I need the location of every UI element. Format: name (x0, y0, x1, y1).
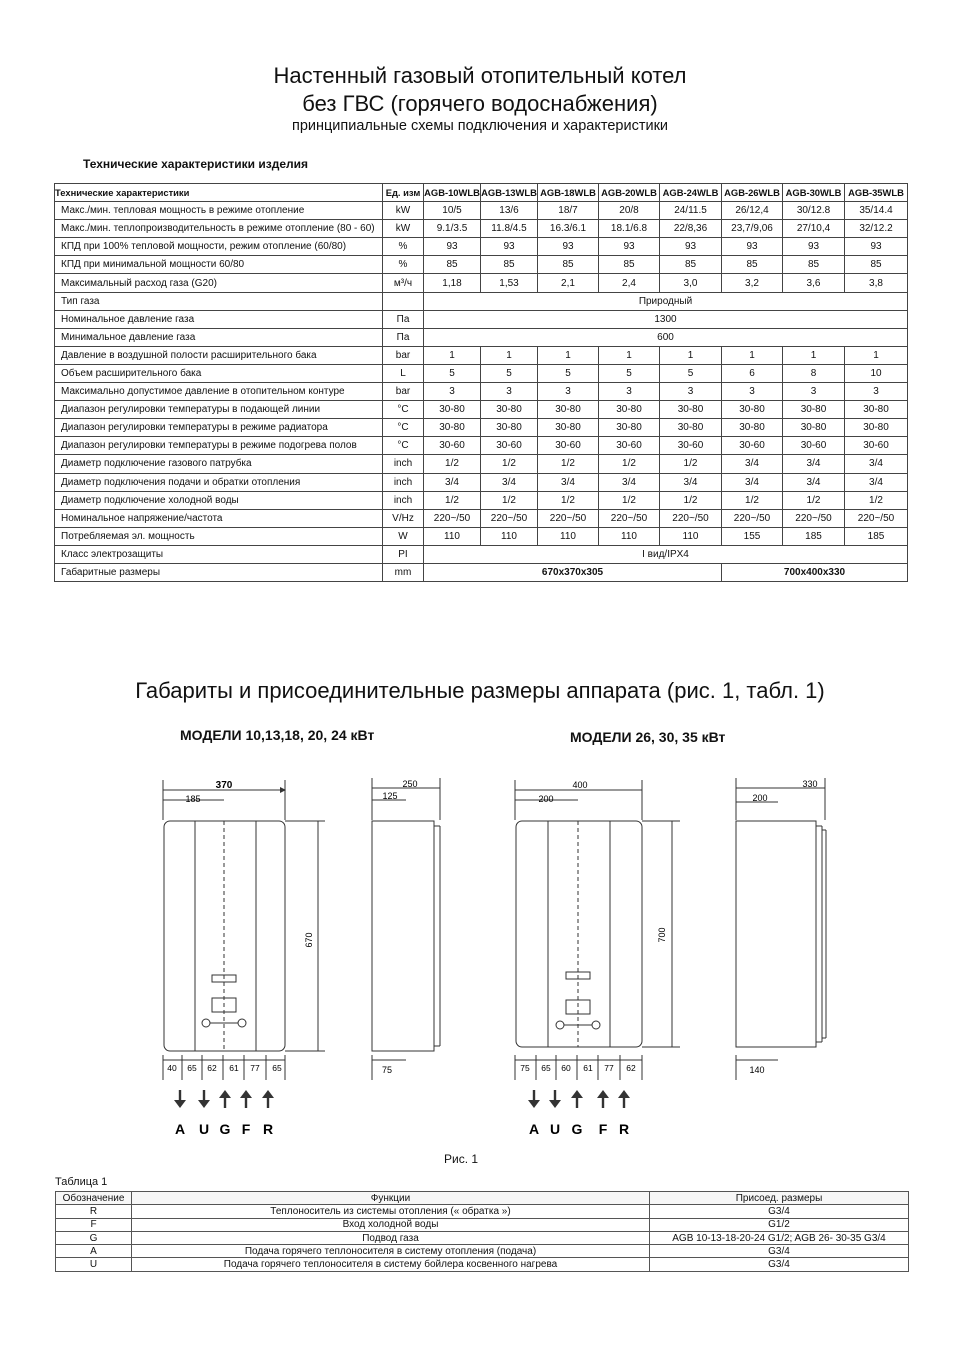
table-row (55, 274, 908, 292)
spec-name: Максимальный расход газа (G20) (55, 274, 383, 292)
spec-name: Тип газа (55, 292, 383, 310)
spec-value: 30-80 (660, 401, 722, 419)
table-row (56, 1205, 909, 1218)
spec-value: 30-80 (599, 419, 660, 437)
header-model: AGB-13WLB (481, 184, 538, 202)
table-row (55, 238, 908, 256)
spec-value: 3/4 (481, 473, 538, 491)
spec-value: 185 (783, 527, 845, 545)
spec-value: 3 (599, 383, 660, 401)
spec-name: Макс./мин. тепловая мощность в режиме отопление (55, 202, 383, 220)
svg-text:U: U (198, 1121, 210, 1137)
spec-value: 30-80 (424, 401, 481, 419)
svg-text:F: F (598, 1121, 608, 1137)
spec-unit: kW (383, 220, 424, 238)
right-side-depth: 330 (802, 779, 818, 789)
spec-merged-value: 1300 (424, 310, 908, 328)
function-cell: Подача горячего теплоносителя в систему бойлера косвенного нагрева (132, 1258, 650, 1271)
table-row (55, 437, 908, 455)
spec-value: 1 (599, 346, 660, 364)
spec-value: 155 (722, 527, 783, 545)
spec-value: 3 (660, 383, 722, 401)
spec-value: 6 (722, 364, 783, 382)
table-row (55, 455, 908, 473)
spec-unit: V/Hz (383, 509, 424, 527)
spec-value: 3,2 (722, 274, 783, 292)
svg-text:75: 75 (520, 1063, 530, 1073)
table-row (56, 1231, 909, 1244)
spec-value: 1 (783, 346, 845, 364)
designation-cell: A (56, 1245, 132, 1258)
spec-value: 5 (424, 364, 481, 382)
spec-value: 220~/50 (660, 509, 722, 527)
spec-value: 3/4 (722, 473, 783, 491)
table-row (56, 1245, 909, 1258)
spec-value: 30-80 (538, 401, 599, 419)
spec-value: 3 (722, 383, 783, 401)
svg-text:77: 77 (250, 1063, 260, 1073)
function-cell: Вход холодной воды (132, 1218, 650, 1231)
spec-value: 30/12.8 (783, 202, 845, 220)
spec-value: 93 (783, 238, 845, 256)
spec-name: Диапазон регулировки температуры в режиме радиатора (55, 419, 383, 437)
document-title: Настенный газовый отопительный котел (273, 63, 687, 88)
left-side-half: 125 (382, 791, 398, 801)
models-left-label: МОДЕЛИ 10,13,18, 20, 24 кВт (180, 727, 375, 743)
table-row (55, 310, 908, 328)
spec-value: 220~/50 (783, 509, 845, 527)
header-functions: Функции (132, 1192, 650, 1205)
spec-value: 1 (845, 346, 908, 364)
spec-value: 2,1 (538, 274, 599, 292)
spec-value: 1/2 (599, 455, 660, 473)
spec-value: 5 (481, 364, 538, 382)
spec-value: 85 (424, 256, 481, 274)
size-cell: G3/4 (650, 1245, 909, 1258)
spec-merged-value: I вид/IPX4 (424, 545, 908, 563)
left-front-view (163, 780, 325, 1080)
spec-value: 1 (481, 346, 538, 364)
table-row (55, 292, 908, 310)
spec-value: 3/4 (722, 455, 783, 473)
designation-cell: F (56, 1218, 132, 1231)
spec-value: 220~/50 (599, 509, 660, 527)
spec-value: 3/4 (845, 473, 908, 491)
spec-value: 3 (538, 383, 599, 401)
left-side-offset: 75 (381, 1065, 393, 1075)
spec-value: 1/2 (538, 455, 599, 473)
spec-unit: м³/ч (383, 274, 424, 292)
spec-unit: °C (383, 437, 424, 455)
svg-text:62: 62 (626, 1063, 636, 1073)
spec-unit: °C (383, 419, 424, 437)
left-arrows (174, 1090, 274, 1108)
spec-value: 110 (424, 527, 481, 545)
table-row (55, 328, 908, 346)
spec-heading: Технические характеристики изделия (83, 157, 308, 171)
spec-value: 1/2 (599, 491, 660, 509)
svg-text:62: 62 (207, 1063, 217, 1073)
size-cell: G3/4 (650, 1258, 909, 1271)
spec-name: Диаметр подключение холодной воды (55, 491, 383, 509)
spec-value: 30-60 (783, 437, 845, 455)
spec-header-row (55, 184, 908, 202)
right-front-half: 200 (538, 794, 554, 804)
spec-unit: mm (383, 563, 424, 581)
spec-unit: Па (383, 328, 424, 346)
right-arrows (528, 1090, 630, 1108)
table-row (55, 364, 908, 382)
spec-name: КПД при 100% тепловой мощности, режим отопление (60/80) (55, 238, 383, 256)
spec-unit: bar (383, 346, 424, 364)
spec-value: 85 (660, 256, 722, 274)
spec-value: 3 (783, 383, 845, 401)
spec-value: 2,4 (599, 274, 660, 292)
spec-value: 30-80 (783, 401, 845, 419)
spec-value: 5 (538, 364, 599, 382)
document-subtitle: без ГВС (горячего водоснабжения) (302, 91, 658, 116)
spec-value: 110 (660, 527, 722, 545)
spec-value: 220~/50 (424, 509, 481, 527)
spec-unit: inch (383, 455, 424, 473)
header-model: AGB-30WLB (783, 184, 845, 202)
spec-value: 1 (538, 346, 599, 364)
spec-value: 35/14.4 (845, 202, 908, 220)
spec-value: 1/2 (538, 491, 599, 509)
spec-unit: % (383, 238, 424, 256)
spec-value: 1/2 (722, 491, 783, 509)
spec-value: 30-80 (845, 401, 908, 419)
spec-value: 30-80 (722, 401, 783, 419)
spec-value: 3,8 (845, 274, 908, 292)
spec-value: 1,53 (481, 274, 538, 292)
spec-value: 30-80 (599, 401, 660, 419)
svg-text:F: F (241, 1121, 251, 1137)
spec-value: 30-60 (481, 437, 538, 455)
connection-table (55, 1191, 909, 1272)
table-row (55, 220, 908, 238)
size-large: 700x400x330 (722, 563, 908, 581)
table-row (55, 419, 908, 437)
right-side-half: 200 (752, 793, 768, 803)
spec-name: Давление в воздушной полости расширительного бака (55, 346, 383, 364)
spec-value: 93 (845, 238, 908, 256)
svg-text:61: 61 (229, 1063, 239, 1073)
spec-value: 10 (845, 364, 908, 382)
svg-text:R: R (618, 1121, 630, 1137)
left-side-depth: 250 (402, 779, 418, 789)
spec-value: 3/4 (538, 473, 599, 491)
spec-unit: inch (383, 491, 424, 509)
table-row (55, 202, 908, 220)
left-front-height: 670 (304, 932, 314, 948)
svg-text:R: R (262, 1121, 274, 1137)
spec-value: 3/4 (783, 455, 845, 473)
figure-caption: Рис. 1 (444, 1152, 479, 1166)
svg-text:G: G (571, 1121, 583, 1137)
right-front-offsets (520, 1063, 636, 1073)
svg-text:60: 60 (561, 1063, 571, 1073)
spec-value: 1/2 (660, 491, 722, 509)
spec-value: 1 (722, 346, 783, 364)
spec-value: 93 (481, 238, 538, 256)
spec-name: Класс электрозащиты (55, 545, 383, 563)
spec-value: 220~/50 (538, 509, 599, 527)
spec-value: 30-60 (722, 437, 783, 455)
spec-value: 20/8 (599, 202, 660, 220)
table-row (56, 1218, 909, 1231)
right-front-height: 700 (657, 927, 667, 943)
spec-name: Диапазон регулировки температуры в режиме подогрева полов (55, 437, 383, 455)
spec-value: 3,0 (660, 274, 722, 292)
spec-value: 24/11.5 (660, 202, 722, 220)
spec-unit: PI (383, 545, 424, 563)
table-row (56, 1258, 909, 1271)
spec-unit: W (383, 527, 424, 545)
spec-value: 1 (660, 346, 722, 364)
spec-value: 3 (481, 383, 538, 401)
spec-value: 8 (783, 364, 845, 382)
spec-value: 93 (722, 238, 783, 256)
spec-name: Потребляемая эл. мощность (55, 527, 383, 545)
table1-caption: Таблица 1 (55, 1176, 108, 1188)
spec-value: 18.1/6.8 (599, 220, 660, 238)
spec-value: 85 (722, 256, 783, 274)
svg-text:40: 40 (167, 1063, 177, 1073)
header-model: AGB-18WLB (538, 184, 599, 202)
spec-unit: % (383, 256, 424, 274)
table-row (55, 491, 908, 509)
spec-value: 30-80 (481, 419, 538, 437)
header-name: Технические характеристики (55, 184, 383, 202)
spec-value: 1/2 (783, 491, 845, 509)
left-connection-letters (175, 1121, 273, 1137)
left-front-half: 185 (185, 794, 201, 804)
spec-value: 30-80 (660, 419, 722, 437)
svg-text:77: 77 (604, 1063, 614, 1073)
spec-value: 3/4 (599, 473, 660, 491)
svg-text:61: 61 (583, 1063, 593, 1073)
spec-unit: inch (383, 473, 424, 491)
spec-value: 93 (538, 238, 599, 256)
function-cell: Подвод газа (132, 1231, 650, 1244)
spec-unit: bar (383, 383, 424, 401)
spec-value: 30-80 (783, 419, 845, 437)
table-row (55, 473, 908, 491)
function-cell: Теплоноситель из системы отопления (« обратка ») (132, 1205, 650, 1218)
spec-unit: L (383, 364, 424, 382)
right-side-offset: 140 (749, 1065, 765, 1075)
spec-table-body (55, 184, 908, 582)
header-model: AGB-10WLB (424, 184, 481, 202)
spec-value: 85 (845, 256, 908, 274)
svg-text:65: 65 (541, 1063, 551, 1073)
spec-merged-value: 600 (424, 328, 908, 346)
spec-value: 30-80 (481, 401, 538, 419)
size-cell: AGB 10-13-18-20-24 G1/2; AGB 26- 30-35 G3/4 (650, 1231, 909, 1244)
table-row (55, 527, 908, 545)
dimension-drawing (150, 760, 850, 1145)
spec-value: 3,6 (783, 274, 845, 292)
header-model: AGB-26WLB (722, 184, 783, 202)
designation-cell: G (56, 1231, 132, 1244)
spec-value: 1,18 (424, 274, 481, 292)
spec-value: 30-80 (845, 419, 908, 437)
spec-value: 85 (599, 256, 660, 274)
spec-name: Диаметр подключение газового патрубка (55, 455, 383, 473)
size-cell: G3/4 (650, 1205, 909, 1218)
svg-text:U: U (549, 1121, 561, 1137)
spec-value: 30-80 (722, 419, 783, 437)
spec-name: Минимальное давление газа (55, 328, 383, 346)
spec-value: 30-60 (538, 437, 599, 455)
spec-unit: kW (383, 202, 424, 220)
header-sizes: Присоед. размеры (650, 1192, 909, 1205)
spec-value: 23,7/9,06 (722, 220, 783, 238)
table-row (55, 563, 908, 581)
spec-value: 16.3/6.1 (538, 220, 599, 238)
header-model: AGB-20WLB (599, 184, 660, 202)
svg-text:65: 65 (187, 1063, 197, 1073)
spec-value: 3/4 (660, 473, 722, 491)
spec-value: 30-60 (660, 437, 722, 455)
section-title: Габариты и присоединительные размеры аппарата (рис. 1, табл. 1) (135, 678, 825, 703)
svg-text:G: G (219, 1121, 231, 1137)
designation-cell: R (56, 1205, 132, 1218)
spec-value: 1/2 (660, 455, 722, 473)
left-front-width: 370 (215, 780, 233, 791)
header-model: AGB-24WLB (660, 184, 722, 202)
svg-text:A: A (174, 1121, 186, 1137)
spec-value: 13/6 (481, 202, 538, 220)
right-front-width: 400 (572, 780, 588, 790)
spec-name: Номинальное давление газа (55, 310, 383, 328)
spec-value: 1 (424, 346, 481, 364)
spec-value: 10/5 (424, 202, 481, 220)
spec-value: 30-60 (599, 437, 660, 455)
spec-value: 9.1/3.5 (424, 220, 481, 238)
right-side-view (736, 778, 826, 1080)
spec-value: 3 (424, 383, 481, 401)
spec-value: 11.8/4.5 (481, 220, 538, 238)
right-connection-letters (529, 1121, 629, 1137)
spec-value: 3/4 (783, 473, 845, 491)
document-description: принципиальные схемы подключения и характеристики (291, 118, 669, 134)
table-row (55, 509, 908, 527)
header-unit: Ед. изм (383, 184, 424, 202)
spec-value: 30-60 (845, 437, 908, 455)
function-cell: Подача горячего теплоносителя в систему отопления (подача) (132, 1245, 650, 1258)
spec-name: Макс./мин. теплопроизводительность в режиме отопление (80 - 60) (55, 220, 383, 238)
spec-name: Объем расширительного бака (55, 364, 383, 382)
spec-value: 1/2 (481, 455, 538, 473)
spec-value: 85 (538, 256, 599, 274)
spec-value: 3 (845, 383, 908, 401)
spec-value: 1/2 (845, 491, 908, 509)
spec-merged-value: Природный (424, 292, 908, 310)
spec-value: 185 (845, 527, 908, 545)
right-front-view (515, 780, 680, 1080)
header-model: AGB-35WLB (845, 184, 908, 202)
spec-name: Номинальное напряжение/частота (55, 509, 383, 527)
spec-value: 30-60 (424, 437, 481, 455)
spec-unit: Па (383, 310, 424, 328)
table-row (55, 401, 908, 419)
spec-value: 5 (660, 364, 722, 382)
designation-cell: U (56, 1258, 132, 1271)
table-row (55, 256, 908, 274)
spec-value: 220~/50 (722, 509, 783, 527)
spec-value: 30-80 (538, 419, 599, 437)
spec-value: 18/7 (538, 202, 599, 220)
spec-table (54, 183, 908, 582)
spec-value: 1/2 (424, 491, 481, 509)
spec-value: 93 (599, 238, 660, 256)
size-cell: G1/2 (650, 1218, 909, 1231)
spec-value: 220~/50 (481, 509, 538, 527)
spec-value: 93 (660, 238, 722, 256)
spec-unit: °C (383, 401, 424, 419)
table-row (55, 346, 908, 364)
left-side-view (372, 778, 440, 1080)
spec-value: 85 (783, 256, 845, 274)
header-designation: Обозначение (56, 1192, 132, 1205)
spec-value: 27/10,4 (783, 220, 845, 238)
left-front-offsets (167, 1063, 282, 1073)
svg-text:A: A (528, 1121, 540, 1137)
spec-value: 220~/50 (845, 509, 908, 527)
spec-name: КПД при минимальной мощности 60/80 (55, 256, 383, 274)
spec-value: 3/4 (845, 455, 908, 473)
spec-value: 5 (599, 364, 660, 382)
spec-value: 22/8,36 (660, 220, 722, 238)
spec-value: 110 (599, 527, 660, 545)
spec-value: 32/12.2 (845, 220, 908, 238)
spec-name: Максимально допустимое давление в отопительном контуре (55, 383, 383, 401)
svg-text:65: 65 (272, 1063, 282, 1073)
table-row (55, 545, 908, 563)
spec-value: 1/2 (424, 455, 481, 473)
spec-value: 3/4 (424, 473, 481, 491)
connection-table-header (56, 1192, 909, 1205)
spec-value: 1/2 (481, 491, 538, 509)
spec-name: Диапазон регулировки температуры в подающей линии (55, 401, 383, 419)
models-right-label: МОДЕЛИ 26, 30, 35 кВт (570, 729, 726, 745)
spec-name: Диаметр подключения подачи и обратки отопления (55, 473, 383, 491)
spec-value: 26/12,4 (722, 202, 783, 220)
size-small: 670x370x305 (424, 563, 722, 581)
spec-unit (383, 292, 424, 310)
spec-value: 30-80 (424, 419, 481, 437)
spec-value: 110 (481, 527, 538, 545)
spec-value: 85 (481, 256, 538, 274)
spec-name: Габаритные размеры (55, 563, 383, 581)
spec-value: 110 (538, 527, 599, 545)
spec-value: 93 (424, 238, 481, 256)
table-row (55, 383, 908, 401)
